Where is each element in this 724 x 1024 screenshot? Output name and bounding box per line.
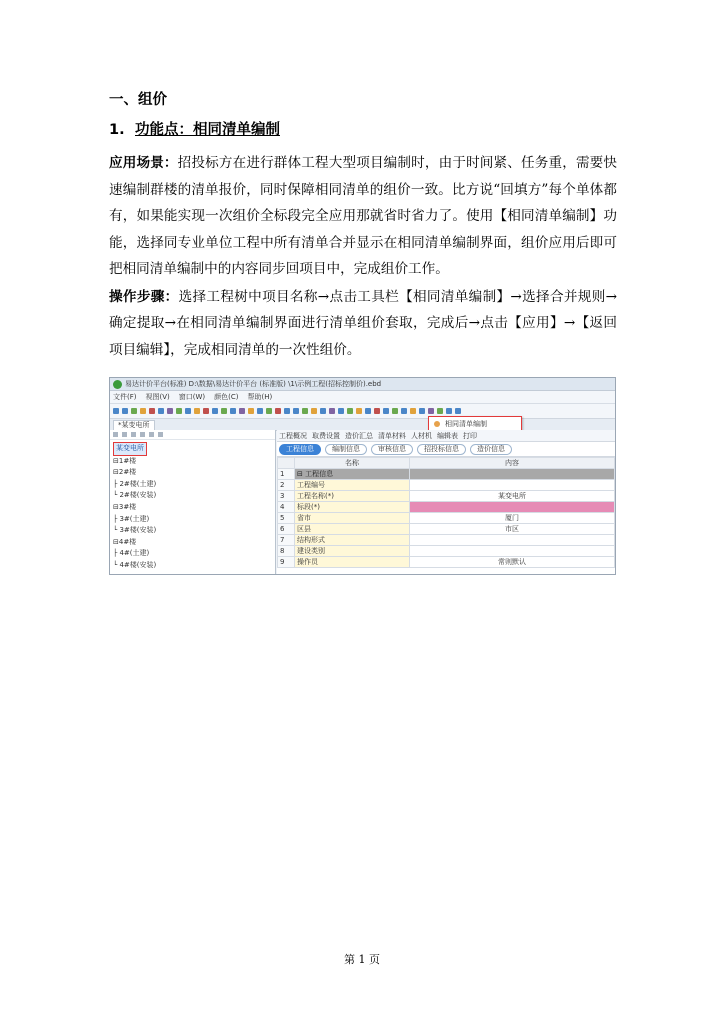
row-value[interactable]: 常则默认 <box>410 557 615 568</box>
detail-tab[interactable]: 工程概况 <box>279 431 307 440</box>
tree-node[interactable] <box>113 467 275 479</box>
toolbar-icon[interactable] <box>239 408 245 414</box>
tree-node[interactable] <box>113 490 275 502</box>
table-row[interactable] <box>278 513 615 524</box>
scenario-paragraph <box>109 150 617 283</box>
tree-toolbar <box>110 430 275 440</box>
toolbar-icon[interactable] <box>356 408 362 414</box>
info-pill[interactable]: 审核信息 <box>371 444 413 455</box>
table-row[interactable] <box>278 557 615 568</box>
table-row[interactable] <box>278 535 615 546</box>
toolbar-icon[interactable] <box>383 408 389 414</box>
toolbar-icon[interactable] <box>158 408 164 414</box>
toolbar-icon[interactable] <box>284 408 290 414</box>
tree-node[interactable] <box>113 456 275 468</box>
row-number: 4 <box>278 502 295 513</box>
toolbar-icon[interactable] <box>428 408 434 414</box>
tree-node-label: └ 2#楼(安装) <box>113 491 157 500</box>
detail-tab[interactable]: 取费设置 <box>312 431 340 440</box>
tree-tool-icon[interactable] <box>113 432 118 437</box>
menu-item[interactable]: 窗口(W) <box>178 393 206 401</box>
tree-node-label: ⊟3#楼 <box>113 502 137 511</box>
toolbar-icon[interactable] <box>275 408 281 414</box>
row-name: 标段(*) <box>295 502 410 513</box>
app-titlebar <box>110 378 615 391</box>
tree-tool-icon[interactable] <box>131 432 136 437</box>
toolbar-icon[interactable] <box>311 408 317 414</box>
feature-title: 功能点：相同清单编制 <box>135 122 280 138</box>
menu-item[interactable]: 帮助(H) <box>247 393 273 401</box>
tree-tool-icon[interactable] <box>149 432 154 437</box>
tree-node-label: └ 4#楼(安装) <box>113 560 157 569</box>
table-row[interactable] <box>278 524 615 535</box>
info-pills <box>277 442 615 457</box>
toolbar-icon[interactable] <box>167 408 173 414</box>
tree-node[interactable] <box>113 479 275 491</box>
feature-number: 1. <box>109 122 125 138</box>
tree-node-label: └ 3#楼(安装) <box>113 526 157 535</box>
toolbar-icon[interactable] <box>194 408 200 414</box>
toolbar-icon[interactable] <box>347 408 353 414</box>
toolbar-icon[interactable] <box>176 408 182 414</box>
tree-node-label: ⊟2#楼 <box>113 468 137 477</box>
info-pill[interactable]: 招投标信息 <box>417 444 466 455</box>
app-logo-icon <box>113 380 122 389</box>
name-header: 名称 <box>295 458 410 469</box>
tree-node-label: ├ 3#(土建) <box>113 514 150 523</box>
detail-tab[interactable]: 清单材料 <box>378 431 406 440</box>
tree-node[interactable] <box>113 560 275 572</box>
row-name: 工程编号 <box>295 480 410 491</box>
page-footer: 第 1 页 <box>344 953 380 966</box>
toolbar-icon[interactable] <box>419 408 425 414</box>
toolbar-icon[interactable] <box>365 408 371 414</box>
row-value[interactable]: 市区 <box>410 524 615 535</box>
window-title: 易达计价平台(标准) D:\数据\易达计价平台 (标准版) \1\示例工程(招标控制价).ebd <box>125 380 382 388</box>
row-name: 建设类别 <box>295 546 410 557</box>
tree-node-label: 某变电所 <box>113 442 147 456</box>
toolbar-icon[interactable] <box>113 408 119 414</box>
menu-bar <box>110 391 615 404</box>
toolbar-icon[interactable] <box>140 408 146 414</box>
row-value[interactable] <box>410 502 615 513</box>
row-name: 结构形式 <box>295 535 410 546</box>
table-row[interactable] <box>278 469 615 480</box>
project-tree <box>110 440 275 572</box>
row-number: 3 <box>278 491 295 502</box>
tree-node[interactable] <box>113 442 275 456</box>
popup-label: 相同清单编制 <box>445 420 487 428</box>
detail-panel <box>277 430 615 574</box>
toolbar-icon[interactable] <box>230 408 236 414</box>
value-header: 内容 <box>410 458 615 469</box>
row-name: 区县 <box>295 524 410 535</box>
tree-tool-icon[interactable] <box>158 432 163 437</box>
toolbar-icon[interactable] <box>131 408 137 414</box>
steps-paragraph <box>109 284 617 364</box>
tree-node[interactable] <box>113 537 275 549</box>
row-value[interactable] <box>410 535 615 546</box>
toolbar-icon[interactable] <box>212 408 218 414</box>
info-pill[interactable]: 编制信息 <box>325 444 367 455</box>
row-number-header <box>278 458 295 469</box>
row-name: ⊟ 工程信息 <box>295 469 410 480</box>
detail-tab[interactable]: 造价汇总 <box>345 431 373 440</box>
project-info-table <box>277 457 615 568</box>
toolbar <box>110 404 615 419</box>
document-body <box>109 90 617 363</box>
tree-tool-icon[interactable] <box>140 432 145 437</box>
toolbar-icon[interactable] <box>185 408 191 414</box>
detail-tab[interactable]: 编辑表 <box>437 431 458 440</box>
tree-tool-icon[interactable] <box>122 432 127 437</box>
tree-node[interactable] <box>113 502 275 514</box>
tree-node[interactable] <box>113 548 275 560</box>
toolbar-icon[interactable] <box>446 408 452 414</box>
row-number: 8 <box>278 546 295 557</box>
document-tab[interactable]: *某变电所 <box>113 420 155 430</box>
toolbar-icon[interactable] <box>293 408 299 414</box>
detail-tab[interactable]: 人材机 <box>411 431 432 440</box>
feature-heading <box>109 120 617 140</box>
tree-node-label: ├ 2#楼(土建) <box>113 479 157 488</box>
row-value[interactable] <box>410 546 615 557</box>
toolbar-icon[interactable] <box>410 408 416 414</box>
steps-text: 选择工程树中项目名称→点击工具栏【相同清单编制】→选择合并规则→确定提取→在相同清单编制界面进行清单组价套取，完成后→点击【应用】→【返回项目编辑】，完成相同清单的一次性组价。 <box>109 288 618 358</box>
toolbar-icon[interactable] <box>221 408 227 414</box>
section-heading: 一、组价 <box>109 92 167 108</box>
row-value[interactable]: 某变电所 <box>410 491 615 502</box>
toolbar-icon[interactable] <box>257 408 263 414</box>
row-number: 1 <box>278 469 295 480</box>
row-number: 6 <box>278 524 295 535</box>
toolbar-icon[interactable] <box>302 408 308 414</box>
scenario-label: 应用场景： <box>109 155 178 171</box>
tree-node[interactable] <box>113 525 275 537</box>
toolbar-icon[interactable] <box>455 408 461 414</box>
tree-node-label: ⊟4#楼 <box>113 537 137 546</box>
toolbar-icon[interactable] <box>248 408 254 414</box>
table-row[interactable] <box>278 502 615 513</box>
tree-node-label: ├ 4#(土建) <box>113 549 150 558</box>
scenario-text: 招投标方在进行群体工程大型项目编制时，由于时间紧、任务重，需要快速编制群楼的清单报价，同时保障相同清单的组价一致。比方说“回填方”每个单体都有，如果能实现一次组价全标段完全应用那就省时省力了。使用【相同清单编制】功能，选择同专业单位工程中所有清单合并显示在相同清单编制界面，组价应用后即可把相同清单编制中的内容同步回项目中，完成组价工作。 <box>109 155 618 277</box>
table-row[interactable] <box>278 480 615 491</box>
embedded-screenshot <box>109 377 616 575</box>
toolbar-icon[interactable] <box>329 408 335 414</box>
row-number: 9 <box>278 557 295 568</box>
toolbar-icon[interactable] <box>374 408 380 414</box>
detail-tab[interactable]: 打印 <box>463 431 477 440</box>
info-pill[interactable]: 造价信息 <box>470 444 512 455</box>
info-pill[interactable]: 工程信息 <box>279 444 321 455</box>
row-number: 7 <box>278 535 295 546</box>
toolbar-icon[interactable] <box>401 408 407 414</box>
toolbar-icon[interactable] <box>392 408 398 414</box>
row-name: 省市 <box>295 513 410 524</box>
list-icon <box>434 421 440 427</box>
toolbar-icon[interactable] <box>338 408 344 414</box>
toolbar-icon[interactable] <box>266 408 272 414</box>
row-name: 操作员 <box>295 557 410 568</box>
detail-tabs <box>277 430 615 442</box>
tree-node[interactable] <box>113 514 275 526</box>
toolbar-icon[interactable] <box>149 408 155 414</box>
menu-item[interactable]: 视图(V) <box>145 393 170 401</box>
menu-item[interactable]: 文件(F) <box>113 393 137 401</box>
table-row[interactable] <box>278 546 615 557</box>
toolbar-icon[interactable] <box>203 408 209 414</box>
row-value[interactable] <box>410 480 615 491</box>
row-value[interactable] <box>410 469 615 480</box>
row-value[interactable]: 厦门 <box>410 513 615 524</box>
row-number: 5 <box>278 513 295 524</box>
toolbar-icon[interactable] <box>122 408 128 414</box>
row-name: 工程名称(*) <box>295 491 410 502</box>
steps-label: 操作步骤： <box>109 288 179 305</box>
toolbar-icon[interactable] <box>320 408 326 414</box>
toolbar-icon[interactable] <box>437 408 443 414</box>
tree-node-label: ⊟1#楼 <box>113 456 137 465</box>
project-tree-panel <box>110 430 276 574</box>
menu-item[interactable]: 颜色(C) <box>214 393 239 401</box>
table-row[interactable] <box>278 491 615 502</box>
row-number: 2 <box>278 480 295 491</box>
